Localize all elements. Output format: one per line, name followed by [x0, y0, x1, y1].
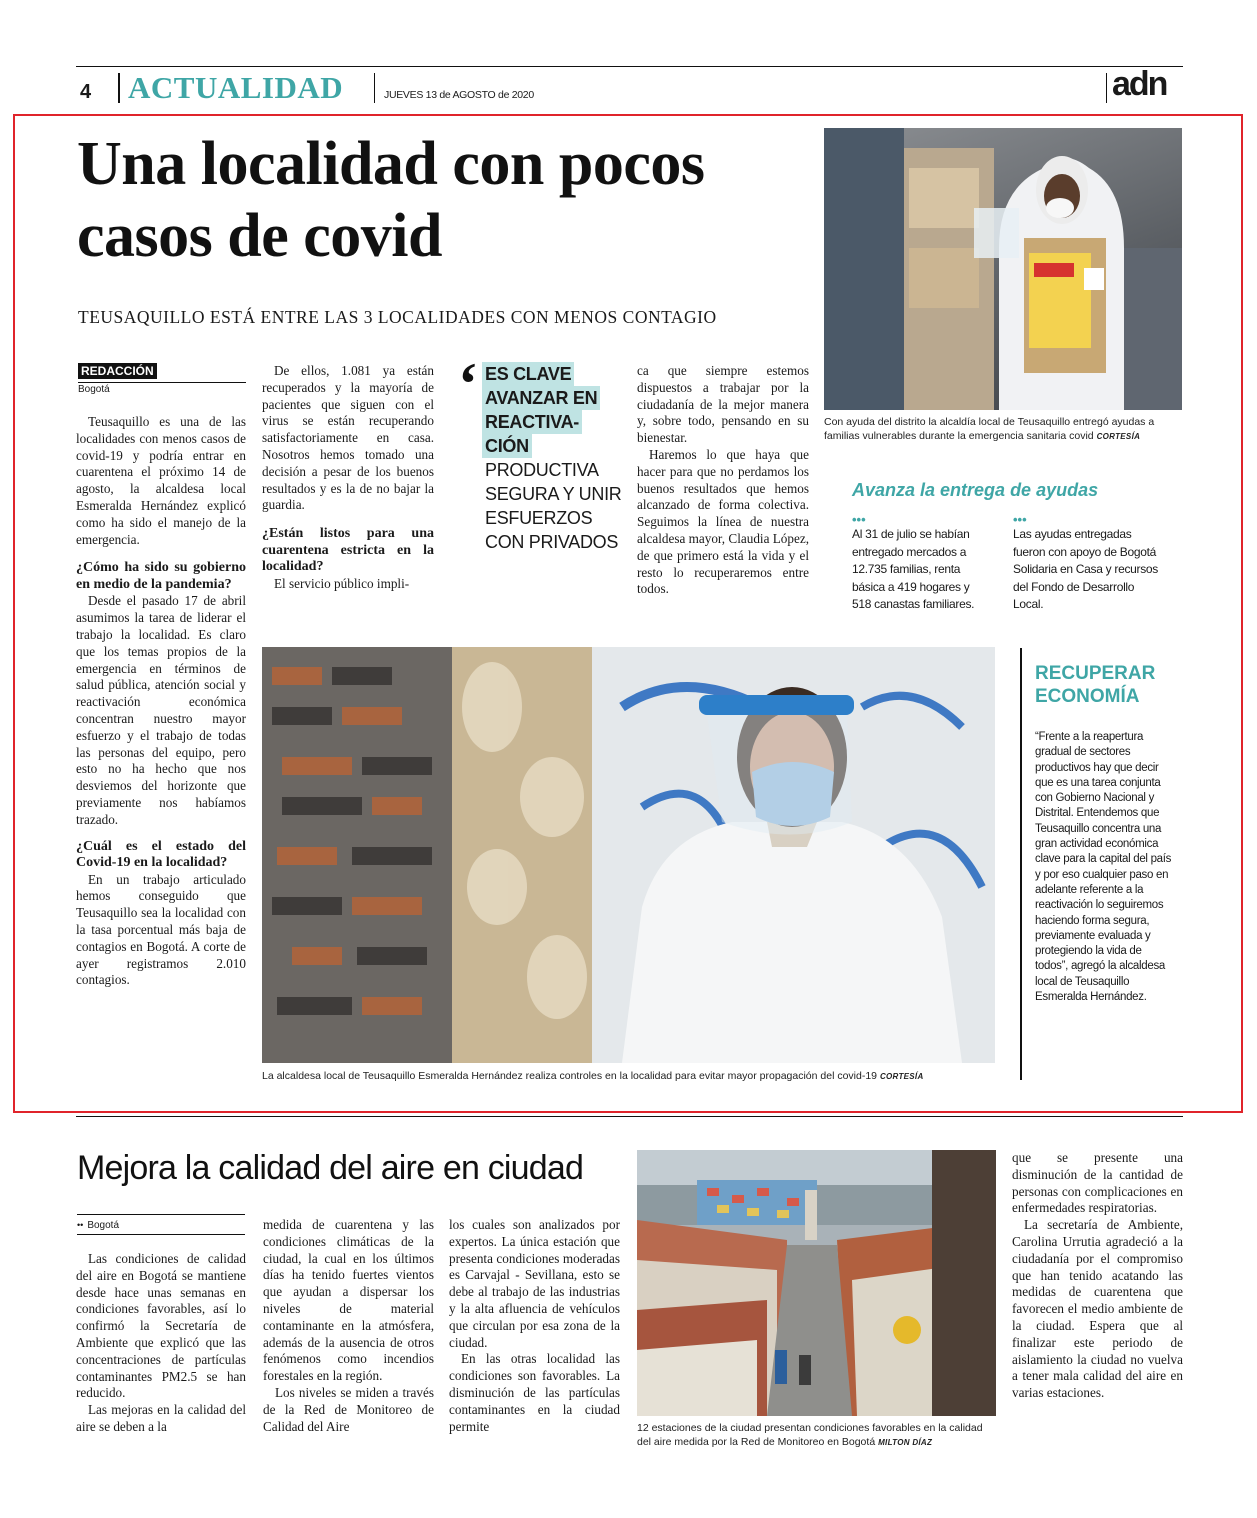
photo-credit: MILTON DÍAZ — [878, 1438, 933, 1447]
sidebar — [1035, 662, 1175, 1005]
paragraph: En un trabajo articulado hemos conseguido que Teusaquillo sea la localidad con la tasa porcentual más baja de contagios en Bogotá. A corte de ayer registramos 2.010 contagios. — [76, 871, 246, 988]
photo-city-street — [637, 1150, 996, 1416]
photo-credit: CORTESÍA — [1096, 432, 1141, 441]
paragraph: El servicio público impli- — [274, 575, 410, 591]
sidebar-text: “Frente a la reapertura gradual de sectores productivos hay que decir que es una tarea conjunta con Gobierno Nacional y Distrital. Entendemos que Teusaquillo concentra una gran actividad económica clave para la capital del país y por eso cualquier paso en adelante referente a la reactivación lo seguiremos haciendo forma segura, previamente evaluada y protegiendo la vida de todos”, agregó la alcaldesa local de Teusaquillo Esmeralda Hernández. — [1035, 731, 1172, 1004]
paragraph: los cuales son analizados por expertos. La única estación que presenta condiciones moderadas es Carvajal - Sevillana, esto se debe al trabajo de las industrias y la alta afluencia de vehículos que circulan por esa zona de la ciudad. — [449, 1217, 620, 1350]
byline-block — [78, 362, 246, 395]
aid-box-text: Las ayudas entregadas fueron con apoyo de Bogotá Solidaria en Casa y recursos del Fondo de Desarrollo Local. — [1013, 527, 1159, 611]
quote-line: REACTIVA- — [482, 410, 582, 434]
article2-column-5 — [1012, 1150, 1183, 1402]
issue-date: JUEVES 13 de AGOSTO de 2020 — [384, 89, 534, 101]
article2-column-1 — [76, 1251, 246, 1436]
caption-text: 12 estaciones de la ciudad presentan condiciones favorables en la calidad del aire medida por la Red de Monitoreo en Bogotá — [637, 1422, 983, 1448]
paragraph: En las otras localidad las condiciones son favorables. La disminución de las partículas contaminantes en la ciudad permite — [449, 1351, 620, 1434]
article-separator — [76, 1116, 1183, 1117]
bullet-icon: •• — [77, 1220, 84, 1230]
paragraph: La secretaría de Ambiente, Carolina Urrutia agradeció a la ciudadanía por el compromiso que han tenido acatando las medidas de cuarentena que favorecen el medio ambiente de la ciudad. Espera que al finalizar este periodo de aislamiento la ciudad no vuelva a tener mala calidad del aire en varias estaciones. — [1012, 1217, 1183, 1401]
quote-line: PRODUCTIVA — [485, 460, 599, 480]
paragraph: Los niveles se miden a través de la Red de Monitoreo de Calidad del Aire — [263, 1384, 434, 1434]
photo2-caption — [262, 1069, 1022, 1084]
aid-box-text: Al 31 de julio se habían entregado mercados a 12.735 familias, renta básica a 419 hogares y 518 canastas familiares. — [852, 527, 975, 611]
caption-text: Con ayuda del distrito la alcaldía local de Teusaquillo entregó ayudas a familias vulnerables durante la emergencia sanitaria covid — [824, 416, 1155, 442]
paragraph: que se presente una disminución de la cantidad de personas con complicaciones en enfermedades respiratorias. — [1012, 1150, 1183, 1216]
photo-credit: CORTESÍA — [879, 1072, 924, 1081]
byline: REDACCIÓN — [78, 363, 157, 379]
paragraph: ca que siempre estemos dispuestos a trabajar por la ciudadanía de la mejor manera y, sobre todo, pensando en su bienestar. — [637, 363, 809, 446]
byline-location: Bogotá — [78, 384, 110, 395]
aid-box-right — [1013, 514, 1163, 614]
masthead-divider-3 — [1106, 73, 1107, 103]
article2-location-block — [77, 1214, 245, 1235]
quote-line: ES CLAVE — [482, 362, 574, 386]
pull-quote — [458, 351, 625, 554]
article2-column-2 — [263, 1217, 434, 1435]
article-title: Una localidad con pocos casos de covid — [77, 130, 705, 270]
dots-icon: ••• — [1013, 512, 1027, 527]
article-column-1 — [76, 414, 246, 989]
photo-mayor-image — [262, 647, 995, 1063]
article2-location: Bogotá — [87, 1220, 120, 1231]
article2-column-3 — [449, 1217, 620, 1435]
masthead — [76, 66, 1183, 105]
article-subtitle: TEUSAQUILLO ESTÁ ENTRE LAS 3 LOCALIDADES CON MENOS CONTAGIO — [78, 307, 717, 327]
paragraph: Desde el pasado 17 de abril asumimos la tarea de liderar el trabajo la localidad. Es claro que los temas propios de la emergencia en términos de salud pública, atención social y reactivación económica concentran nuestro mayor esfuerzo y el trabajo de todas las personas del equipo, pero esto no ha hecho que nos desviemos del horizonte que previamente nos habíamos trazado. — [76, 593, 246, 827]
aid-box-title: Avanza la entrega de ayudas — [852, 480, 1099, 500]
article2-title: Mejora la calidad del aire en ciudad — [77, 1149, 584, 1187]
paragraph: medida de cuarentena y las condiciones climáticas de la ciudad, la cual en los últimos días ha tenido fuertes vientos que ayudan a dispersar los niveles de material contaminante en la atmósfera, además de la ausencia de otros fenómenos como incendios forestales en la región. — [263, 1217, 434, 1384]
sidebar-title: ECONOMÍA — [1035, 686, 1140, 707]
photo-city-image — [637, 1150, 996, 1416]
article-column-4 — [637, 363, 809, 598]
quote-line: CON PRIVADOS — [485, 532, 619, 552]
quote-mark: ‘ — [458, 351, 478, 417]
quote-line: SEGURA Y UNIR — [485, 484, 622, 504]
quote-highlight — [482, 362, 625, 554]
question-heading: ¿Cómo ha sido su gobierno en medio de la pandemia? — [76, 560, 246, 592]
dots-icon: ••• — [852, 512, 866, 527]
masthead-divider-2 — [374, 73, 375, 103]
paragraph: Las condiciones de calidad del aire en Bogotá se mantiene desde hace unas semanas en condiciones favorables, así lo confirmó la Secretaría de Ambiente que explicó que las concentraciones de partículas contaminantes PM2.5 se han reducido. — [76, 1251, 246, 1401]
photo-aid-delivery — [824, 128, 1182, 410]
sidebar-title: RECUPERAR — [1035, 663, 1156, 684]
quote-line: ESFUERZOS — [485, 508, 593, 528]
quote-line: AVANZAR EN — [482, 386, 600, 410]
question-heading: ¿Están listos para una cuarentena estricta en la localidad? — [262, 526, 434, 575]
paragraph: Haremos lo que haya que hacer para que no perdamos los buenos resultados que hemos alcanzado de forma colectiva. Seguimos la línea de nuestra alcaldesa mayor, Claudia López, de que primero está la vida y el resto lo recuperaremos entre todos. — [637, 446, 809, 597]
quote-line: CIÓN — [482, 434, 532, 458]
question-heading: ¿Cuál es el estado del Covid-19 en la localidad? — [76, 838, 246, 871]
photo1-caption — [824, 415, 1184, 444]
photo-aid-delivery-image — [824, 128, 1182, 410]
paragraph: Teusaquillo es una de las localidades con menos casos de covid-19 y podría entrar en cuarentena el próximo 14 de agosto, la alcaldesa local Esmeralda Hernández explicó como ha sido el manejo de la emergencia. — [76, 414, 246, 547]
paragraph: Las mejoras en la calidad del aire se deben a la — [76, 1402, 246, 1434]
aid-box-left — [852, 514, 987, 614]
masthead-divider — [118, 73, 120, 103]
section-title: ACTUALIDAD — [128, 70, 344, 105]
photo3-caption — [637, 1421, 997, 1450]
caption-text: La alcaldesa local de Teusaquillo Esmeralda Hernández realiza controles en la localidad para evitar mayor propagación del covid-19 — [262, 1070, 878, 1082]
photo-mayor — [262, 647, 995, 1063]
adn-logo: adn — [1112, 65, 1167, 103]
article-column-2 — [262, 363, 434, 592]
paragraph: De ellos, 1.081 ya están recuperados y la mayoría de pacientes que siguen con el virus se están recuperando satisfactoriamente en casa. Nosotros hemos tomado una decisión a pesar de los buenos resultados y es la de no bajar la guardia. — [262, 363, 434, 513]
page-number: 4 — [80, 81, 92, 103]
sidebar-rule — [1020, 648, 1022, 1080]
